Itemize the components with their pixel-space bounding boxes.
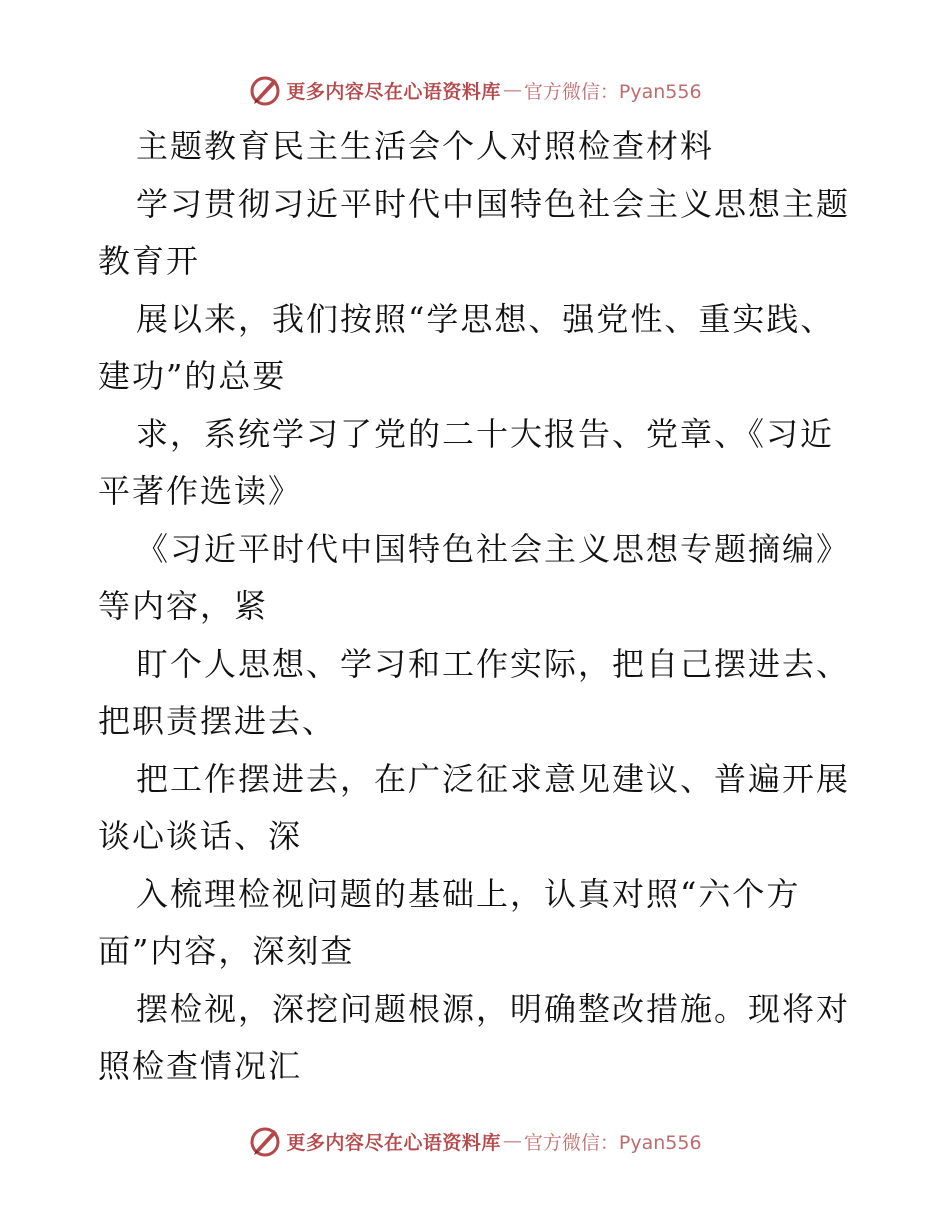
text-line: 学习贯彻习近平时代中国特色社会主义思想主题 [136, 184, 851, 223]
text-line: 照检查情况汇 [98, 1047, 303, 1085]
text-line: 《习近平时代中国特色社会主义思想专题摘编》 [136, 529, 851, 568]
header-banner [0, 70, 950, 110]
text-line: 摆检视，深挖问题根源，明确整改措施。现将对 [136, 989, 851, 1028]
banner-separator: — [502, 1130, 522, 1152]
text-line: 把工作摆进去，在广泛征求意见建议、普遍开展 [136, 759, 851, 798]
banner-separator: — [502, 79, 522, 101]
text-line: 建功”的总要 [98, 357, 287, 395]
document-title: 主题教育民主生活会个人对照检查材料 [136, 127, 715, 165]
banner-title: 更多内容尽在心语资料库 [286, 80, 501, 103]
quill-pen-logo-icon [248, 1124, 282, 1158]
text-line: 展以来，我们按照“学思想、强党性、重实践、 [136, 299, 835, 338]
banner-contact: 官方微信：Pyan556 [523, 1131, 702, 1154]
text-line: 求，系统学习了党的二十大报告、党章、《习近 [136, 414, 835, 453]
text-line: 等内容，紧 [98, 587, 269, 625]
banner-contact: 官方微信：Pyan556 [523, 80, 702, 103]
document-body [98, 118, 868, 1096]
text-line: 把职责摆进去、 [98, 702, 337, 740]
text-line: 谈心谈话、深 [98, 817, 303, 855]
quill-pen-logo-icon [248, 73, 282, 107]
text-line: 入梳理检视问题的基础上，认真对照“六个方 [136, 874, 801, 913]
footer-banner [0, 1121, 950, 1161]
text-line: 平著作选读》 [98, 472, 303, 510]
text-line: 盯个人思想、学习和工作实际，把自己摆进去、 [136, 644, 851, 683]
text-line: 教育开 [98, 242, 201, 280]
banner-title: 更多内容尽在心语资料库 [286, 1131, 501, 1154]
text-line: 面”内容，深刻查 [98, 932, 355, 970]
